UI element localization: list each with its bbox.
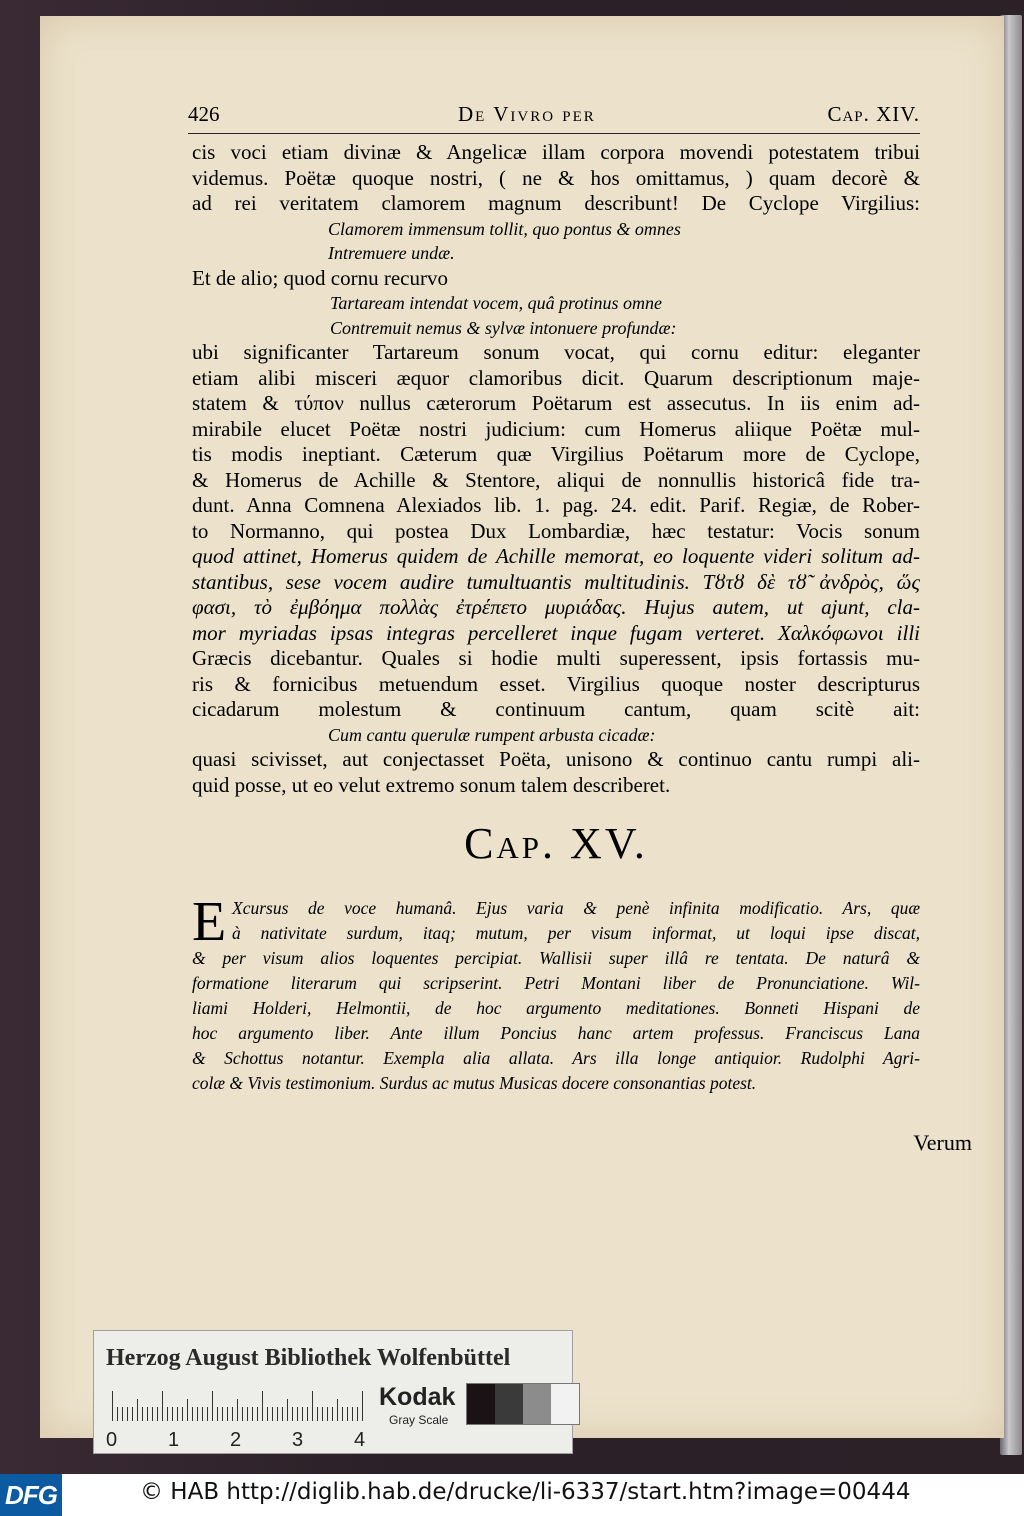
gray-swatch [495, 1384, 523, 1424]
ruler-tick [347, 1407, 348, 1421]
ruler-tick [302, 1407, 303, 1421]
ruler-tick [182, 1407, 183, 1421]
ruler-tick [307, 1407, 308, 1421]
ruler-tick [147, 1407, 148, 1421]
text-line: dunt. Anna Comnena Alexiados lib. 1. pag. 24. edit. Parif. Regiæ, de Rober- [192, 493, 920, 517]
ruler-tick [237, 1399, 238, 1421]
ruler-tick [157, 1407, 158, 1421]
verse-line: Clamorem immensum tollit, quo pontus & omnes [328, 218, 681, 239]
ruler-tick [262, 1391, 263, 1421]
ruler-tick [242, 1407, 243, 1421]
page-number: 426 [188, 102, 220, 126]
text-line: quod attinet, Homerus quidem de Achille memorat, eo loquente videri solitum ad- [192, 544, 920, 568]
ruler-tick [272, 1407, 273, 1421]
ruler-tick [297, 1407, 298, 1421]
text-line: mirabile elucet Poëtæ nostri judicium: cum Homerus aliique Poëtæ mul- [192, 416, 920, 441]
archive-label [93, 1330, 573, 1454]
ruler-tick [222, 1407, 223, 1421]
summary-line: formatione literarum qui scripserint. Petri Montani liber de Pronunciatione. Wil- [192, 973, 920, 993]
summary-line: Xcursus de voce humanâ. Ejus varia & penè infinita modificatio. Ars, quæ [232, 898, 920, 918]
source-link[interactable]: © HAB http://diglib.hab.de/drucke/li-6337/start.htm?image=00444 [140, 1479, 911, 1505]
running-title: De Vivro per [458, 102, 596, 126]
summary-line: liami Holderi, Helmontii, de hoc argumento meditationes. Bonneti Hispani de [192, 998, 920, 1018]
ruler-tick [122, 1407, 123, 1421]
ruler-tick [322, 1407, 323, 1421]
running-chapter: Cap. XIV. [827, 102, 920, 126]
ruler-tick [317, 1407, 318, 1421]
ruler-tick [167, 1407, 168, 1421]
ruler-tick [187, 1399, 188, 1421]
ruler-numbers [106, 1429, 416, 1452]
text-line: ad rei veritatem clamorem magnum describunt! De Cyclope Virgilius: [192, 191, 920, 215]
text-line: ubi significanter Tartareum sonum vocat, qui cornu editur: eleganter [192, 340, 920, 364]
ruler-tick [287, 1399, 288, 1421]
ruler-tick [292, 1407, 293, 1421]
drop-cap: E [192, 891, 227, 953]
text-line: videmus. Poëtæ quoque nostri, ( ne & hos omittamus, ) quam decorè & [192, 165, 920, 190]
dfg-logo[interactable]: DFG [0, 1474, 62, 1516]
ruler-tick [212, 1391, 213, 1421]
footer-bar [0, 1474, 1024, 1516]
ruler-tick [207, 1407, 208, 1421]
ruler-number: 1 [168, 1429, 180, 1451]
ruler-tick [197, 1407, 198, 1421]
text-line: quasi scivisset, aut conjectasset Poëta, unisono & continuo cantu rumpi ali- [192, 747, 920, 771]
text-line: etiam alibi misceri æquor clamoribus dicit. Quarum descriptionum maje- [192, 365, 920, 390]
ruler-tick [352, 1407, 353, 1421]
ruler-tick [362, 1391, 363, 1421]
text-line: statem & τύπον nullus cæterorum Poëtarum est assecutus. In iis enim ad- [192, 391, 920, 415]
ruler-tick [172, 1407, 173, 1421]
text-line: & Homerus de Achille & Stentore, aliqui de nonnullis historicâ fide tra- [192, 467, 920, 492]
ruler-tick [342, 1407, 343, 1421]
gray-swatches [466, 1383, 580, 1425]
ruler-tick [227, 1407, 228, 1421]
summary-line: colæ & Vivis testimonium. Surdus ac mutus Musicas docere consonantias potest. [192, 1073, 757, 1093]
text-line: tis modis ineptiant. Cæterum quæ Virgilius Poëtarum more de Cyclope, [192, 442, 920, 466]
verse-line: Tartaream intendat vocem, quâ protinus omne [330, 293, 662, 313]
ruler-tick [332, 1407, 333, 1421]
ruler-tick [177, 1407, 178, 1421]
page-body [192, 140, 920, 798]
gray-scale-caption: Gray Scale [389, 1413, 449, 1427]
text-line: Græcis dicebantur. Quales si hodie multi superessent, ipsis fortassis mu- [192, 646, 920, 670]
ruler-tick [202, 1407, 203, 1421]
gray-swatch [523, 1384, 551, 1424]
library-name: Herzog August Bibliothek Wolfenbüttel [106, 1345, 511, 1371]
ruler-tick [267, 1407, 268, 1421]
ruler-tick [217, 1407, 218, 1421]
ruler-number: 3 [292, 1429, 304, 1451]
ruler-tick [257, 1407, 258, 1421]
ruler-tick [137, 1399, 138, 1421]
ruler-tick [117, 1407, 118, 1421]
ruler-tick [112, 1391, 113, 1421]
ruler-tick [282, 1407, 283, 1421]
ruler-tick [132, 1407, 133, 1421]
text-line: Et de alio; quod cornu recurvo [192, 265, 448, 290]
running-head [188, 92, 920, 134]
ruler-number: 2 [230, 1429, 242, 1451]
text-line: quid posse, ut eo velut extremo sonum talem describeret. [192, 772, 671, 797]
verse-line: Cum cantu querulæ rumpent arbusta cicadæ: [328, 724, 656, 745]
ruler-tick [312, 1391, 313, 1421]
scale-ruler [112, 1391, 362, 1421]
text-line: cis voci etiam divinæ & Angelicæ illam corpora movendi potestatem tribui [192, 140, 920, 164]
ruler-tick [232, 1407, 233, 1421]
catchword: Verum [913, 1130, 972, 1155]
gray-swatch [467, 1384, 495, 1424]
gray-swatch [551, 1384, 579, 1424]
text-line: mor myriadas ipsas integras percelleret inque fugam verteret. Χαλκόφωνοι illi [192, 620, 920, 645]
ruler-tick [357, 1407, 358, 1421]
summary-line: & Schottus notantur. Exempla alia allata. Ars illa longe antiquior. Rudolphi Agri- [192, 1048, 920, 1068]
ruler-tick [152, 1407, 153, 1421]
ruler-tick [162, 1391, 163, 1421]
text-line: cicadarum molestum & continuum cantum, quam scitè ait: [192, 697, 920, 721]
text-line: φασι, τὸ ἐμβόημα πολλὰς ἐτρέπετο μυριάδας. Hujus autem, ut ajunt, cla- [192, 595, 920, 619]
chapter-summary [192, 891, 920, 1096]
ruler-tick [252, 1407, 253, 1421]
summary-line: à nativitate surdum, itaq; mutum, per visum informat, ut loqui ipse discat, [232, 923, 920, 943]
ruler-tick [192, 1407, 193, 1421]
ruler-tick [337, 1399, 338, 1421]
ruler-tick [142, 1407, 143, 1421]
text-line: stantibus, sese vocem audire tumultuantis multitudinis. Τȣτȣ δὲ τȣ̃ ἀνδρὸς, ὥς [192, 569, 920, 594]
ruler-tick [127, 1407, 128, 1421]
ruler-tick [277, 1407, 278, 1421]
ruler-tick [327, 1407, 328, 1421]
text-line: ris & fornicibus metuendum esset. Virgilius quoque noster descripturus [192, 671, 920, 696]
text-line: to Normanno, qui postea Dux Lombardiæ, hæc testatur: Vocis sonum [192, 518, 920, 543]
ruler-number: 0 [106, 1429, 118, 1451]
verse-line: Intremuere undæ. [328, 243, 455, 263]
summary-line: & per visum alios loquentes percipiat. Wallisii super illâ re tentata. De naturâ & [192, 948, 920, 968]
ruler-tick [247, 1407, 248, 1421]
summary-line: hoc argumento liber. Ante illum Poncius hanc artem professus. Franciscus Lana [192, 1023, 920, 1043]
ruler-number: 4 [354, 1429, 366, 1451]
verse-line: Contremuit nemus & sylvæ intonuere profundæ: [330, 317, 677, 338]
chapter-heading: Cap. XV. [464, 819, 648, 868]
kodak-brand: Kodak [379, 1383, 456, 1411]
